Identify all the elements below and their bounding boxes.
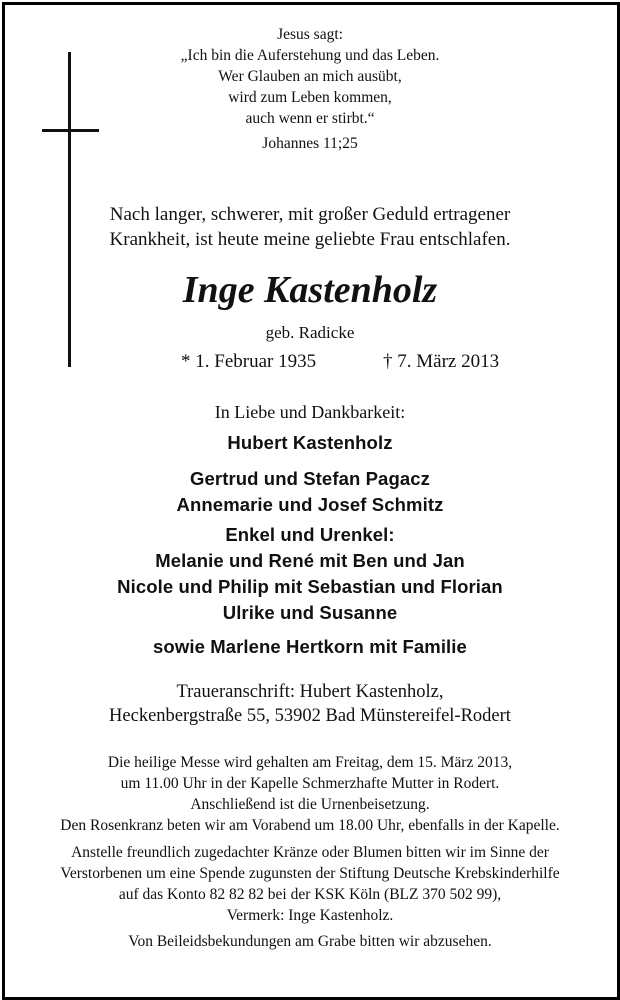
death-date: † 7. März 2013 [383,351,500,372]
quote-line: Wer Glauben an mich ausübt, [218,68,402,85]
donation-line: auf das Konto 82 82 82 bei der KSK Köln (BLZ 370 502 99), [118,886,502,903]
mourning-address [0,680,620,728]
donation-line: Vermerk: Inge Kastenholz. [226,907,394,924]
quote-reference: Johannes 11;25 [262,135,358,152]
address-line: Traueranschrift: Hubert Kastenholz, [176,682,444,702]
quote-line: Jesus sagt: [277,26,343,43]
service-line: um 11.00 Uhr in der Kapelle Schmerzhafte Mutter in Rodert. [120,775,500,792]
service-line: Die heilige Messe wird gehalten am Freitag, dem 15. März 2013, [107,754,513,771]
intro-line: Krankheit, ist heute meine geliebte Frau entschlafen. [109,229,511,250]
mourner-others: sowie Marlene Hertkorn mit Familie [153,636,467,657]
deceased-name: Inge Kastenholz [182,269,438,311]
quote-line: auch wenn er stirbt.“ [245,110,375,127]
donation-line: Anstelle freundlich zugedachter Kränze oder Blumen bitten wir im Sinne der [71,844,549,861]
address-line: Heckenbergstraße 55, 53902 Bad Münstereifel-Rodert [109,706,511,726]
quote-line: „Ich bin die Auferstehung und das Leben. [180,47,440,64]
maiden-name: geb. Radicke [265,323,355,342]
mourners-heading: In Liebe und Dankbarkeit: [214,402,406,422]
condolence-note: Von Beileidsbekundungen am Grabe bitten wir abzusehen. [128,933,492,950]
mourner-line: Melanie und René mit Ben und Jan [155,550,465,571]
intro-text [0,202,620,252]
birth-date: * 1. Februar 1935 [181,351,317,372]
mourner-line: Ulrike und Susanne [222,602,398,623]
mourner-line: Gertrud und Stefan Pagacz [190,468,430,489]
donation-info [0,842,620,926]
quote-line: wird zum Leben kommen, [228,89,392,106]
service-line: Anschließend ist die Urnenbeisetzung. [190,796,430,813]
mourner-grandchildren [0,522,620,626]
service-line: Den Rosenkranz beten wir am Vorabend um 18.00 Uhr, ebenfalls in der Kapelle. [60,817,560,834]
intro-line: Nach langer, schwerer, mit großer Geduld ertragener [109,204,511,225]
mourner-line: Annemarie und Josef Schmitz [176,494,444,515]
mourner-spouse: Hubert Kastenholz [227,432,393,453]
service-info [0,752,620,836]
bible-quote [0,24,620,154]
mourner-line: Enkel und Urenkel: [225,524,395,545]
donation-line: Verstorbenen um eine Spende zugunsten der Stiftung Deutsche Krebskinderhilfe [60,865,560,882]
mourner-children [0,466,620,518]
mourner-line: Nicole und Philip mit Sebastian und Florian [117,576,503,597]
